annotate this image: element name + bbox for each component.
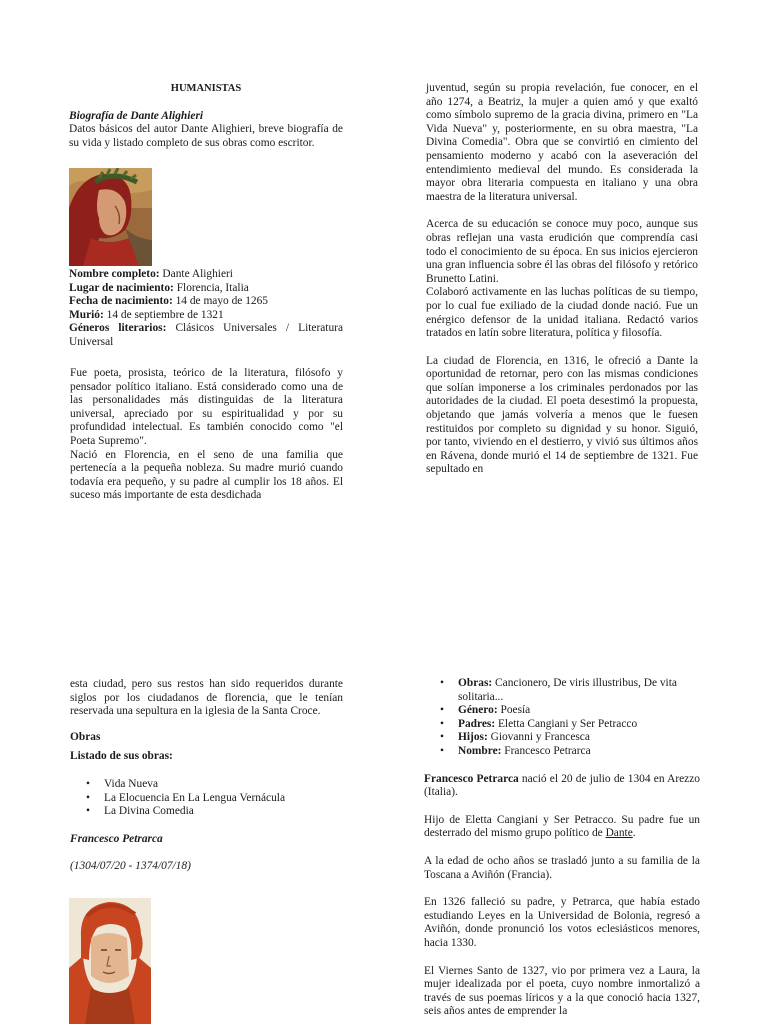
fact-value: Dante Alighieri <box>159 268 233 280</box>
dante-link[interactable]: Dante <box>605 827 633 840</box>
fact-value: Florencia, Italia <box>173 281 249 294</box>
fact-label: Lugar de nacimiento: <box>69 281 174 294</box>
top-left-column <box>69 82 343 150</box>
fact-label: Obras: <box>458 677 493 689</box>
list-item <box>424 704 700 718</box>
fact-birthdate <box>69 295 343 309</box>
dante-bio-paragraph-1: Fue poeta, prosista, teórico de la literatura, filósofo y pensador político italiano. Está considerado como una de las personalidades más distinguidas de la literatura universal, apreciado por su espiritualidad y por su profundidad intelectual. Es también conocido como "el Poeta Supremo". <box>70 367 343 447</box>
fact-genres <box>69 322 343 349</box>
list-item: • La Divina Comedia <box>70 805 343 819</box>
dante-bio-heading: Biografía de Dante Alighieri <box>69 109 204 122</box>
list-item <box>424 745 700 759</box>
petrarca-portrait-image <box>69 898 151 1024</box>
petrarca-childhood-paragraph: A la edad de ocho años se trasladó junto a su familia de la Toscana a Aviñón (Francia). <box>424 854 700 881</box>
fact-death <box>69 309 343 323</box>
petrarca-studies-paragraph: En 1326 falleció su padre, y Petrarca, que había estado estudiando Leyes en la Universidad de Bolonia, regresó a Aviñón, donde pronunció los votos eclesiásticos menores, hacia 1330. <box>424 896 700 949</box>
petrarca-dates: (1304/07/20 - 1374/07/18) <box>70 860 191 873</box>
fact-value: 14 de mayo de 1265 <box>172 295 268 308</box>
dante-bio-text <box>70 367 343 503</box>
period: . <box>632 827 636 840</box>
fact-value: Eletta Cangiani y Ser Petracco <box>495 717 638 730</box>
list-item <box>424 731 700 745</box>
dante-bio-paragraph-3: juventud, según su propia revelación, fue conocer, en el año 1274, a Beatriz, la mujer a quien amó y que exaltó como símbolo supremo de la gracia divina, primero en "La Vida Nueva" y, posteriormente, en su obra maestra, "La Divina Comedia". Obra que se convirtió en cimiento del pensamiento moderno y acabó con la aseveración del entendimiento medieval del mundo. Es considerada la mayor obra literaria compuesta en italiano y una obra maestra de la literatura universal. <box>426 82 698 203</box>
fact-value: Poesía <box>497 704 531 717</box>
petrarca-facts-list <box>424 677 700 759</box>
list-item: • Vida Nueva <box>70 778 343 792</box>
dante-politics-paragraph: Colaboró activamente en las luchas políticas de su tiempo, por lo cual fue exiliado de la ciudad donde nació. Fue un enérgico defensor de la unidad italiana. Redactó varios tratados en latín sobre literatura, política y filosofía. <box>426 286 698 340</box>
petrarca-parents-paragraph <box>424 814 700 841</box>
fact-value: Cancionero, De viris illustribus, De vita solitaria... <box>458 677 677 703</box>
dante-portrait-image <box>69 168 152 266</box>
fact-label: Género: <box>458 704 498 717</box>
works-heading: Obras <box>70 730 101 743</box>
dante-facts <box>69 268 343 350</box>
bottom-right-column <box>424 677 700 1019</box>
fact-label: Nombre completo: <box>69 268 160 280</box>
fact-label: Géneros literarios: <box>69 322 167 335</box>
fact-label: Fecha de nacimiento: <box>69 295 173 308</box>
top-right-column <box>426 82 698 477</box>
page-title: HUMANISTAS <box>170 83 242 94</box>
fact-value: Clásicos Universales / Literatura Universal <box>69 322 344 348</box>
fact-value: 14 de septiembre de 1321 <box>103 308 224 321</box>
works-list-heading: Listado de sus obras: <box>70 750 173 763</box>
dante-exile-paragraph: La ciudad de Florencia, en 1316, le ofreció a Dante la oportunidad de retornar, pero con las mismas condiciones que solían imponerse a los criminales perdonados por las autoridades de la ciudad. El poeta desestimó la propuesta, objetando que jamás volvería a menos que le fuesen restituidos por completo su dignidad y su honor. Siguió, por tanto, viviendo en el destierro, y vivió sus últimos años en Rávena, donde murió el 14 de septiembre de 1321. Fue sepultado en <box>426 354 698 476</box>
fact-label: Nombre: <box>458 744 502 757</box>
fact-value: Giovanni y Francesca <box>487 731 590 744</box>
bottom-left-column <box>70 678 343 874</box>
petrarca-parents-text: Hijo de Eletta Cangiani y Ser Petracco. Su padre fue un desterrado del mismo grupo político de <box>424 813 700 840</box>
dante-education-paragraph: Acerca de su educación se conoce muy poco, aunque sus obras reflejan una vasta erudición que comprendía casi todo el conocimiento de su época. En sus inicios ejercieron una gran influencia sobre él las obras del filósofo y retórico Brunetto Latini. <box>426 218 698 285</box>
fact-full-name <box>69 268 343 282</box>
petrarca-birth-paragraph <box>424 773 700 800</box>
works-list <box>70 778 343 819</box>
petrarca-laura-paragraph: El Viernes Santo de 1327, vio por primera vez a Laura, la mujer idealizada por el poeta, cuyo nombre inmortalizó a través de sus poemas líricos y a la que conoció hacia 1327, seis años antes de emprender la <box>424 964 700 1018</box>
dante-intro: Datos básicos del autor Dante Alighieri, breve biografía de su vida y listado completo de sus obras como escritor. <box>69 123 343 149</box>
petrarca-heading: Francesco Petrarca <box>70 832 163 845</box>
list-item: • La Elocuencia En La Lengua Vernácula <box>70 792 343 806</box>
fact-birthplace <box>69 282 343 296</box>
petrarca-birth-text: nació el 20 de julio de 1304 en Arezzo (Italia). <box>424 772 700 799</box>
list-item <box>424 718 700 732</box>
fact-label: Padres: <box>458 717 496 730</box>
fact-label: Hijos: <box>458 731 488 744</box>
list-item <box>424 677 700 704</box>
dante-burial-paragraph: esta ciudad, pero sus restos han sido requeridos durante siglos por los ciudadanos de florencia, que le tenían reservada una sepultura en la iglesia de la Santa Croce. <box>70 678 343 718</box>
fact-value: Francesco Petrarca <box>501 744 591 757</box>
dante-bio-paragraph-2: Nació en Florencia, en el seno de una familia que pertenecía a la pequeña nobleza. Su madre murió cuando todavía era pequeño, y su padre al cumplir los 18 años. El suceso más importante de esta desdichada <box>70 448 343 502</box>
fact-label: Murió: <box>69 308 104 321</box>
petrarca-name-bold: Francesco Petrarca <box>424 772 519 785</box>
